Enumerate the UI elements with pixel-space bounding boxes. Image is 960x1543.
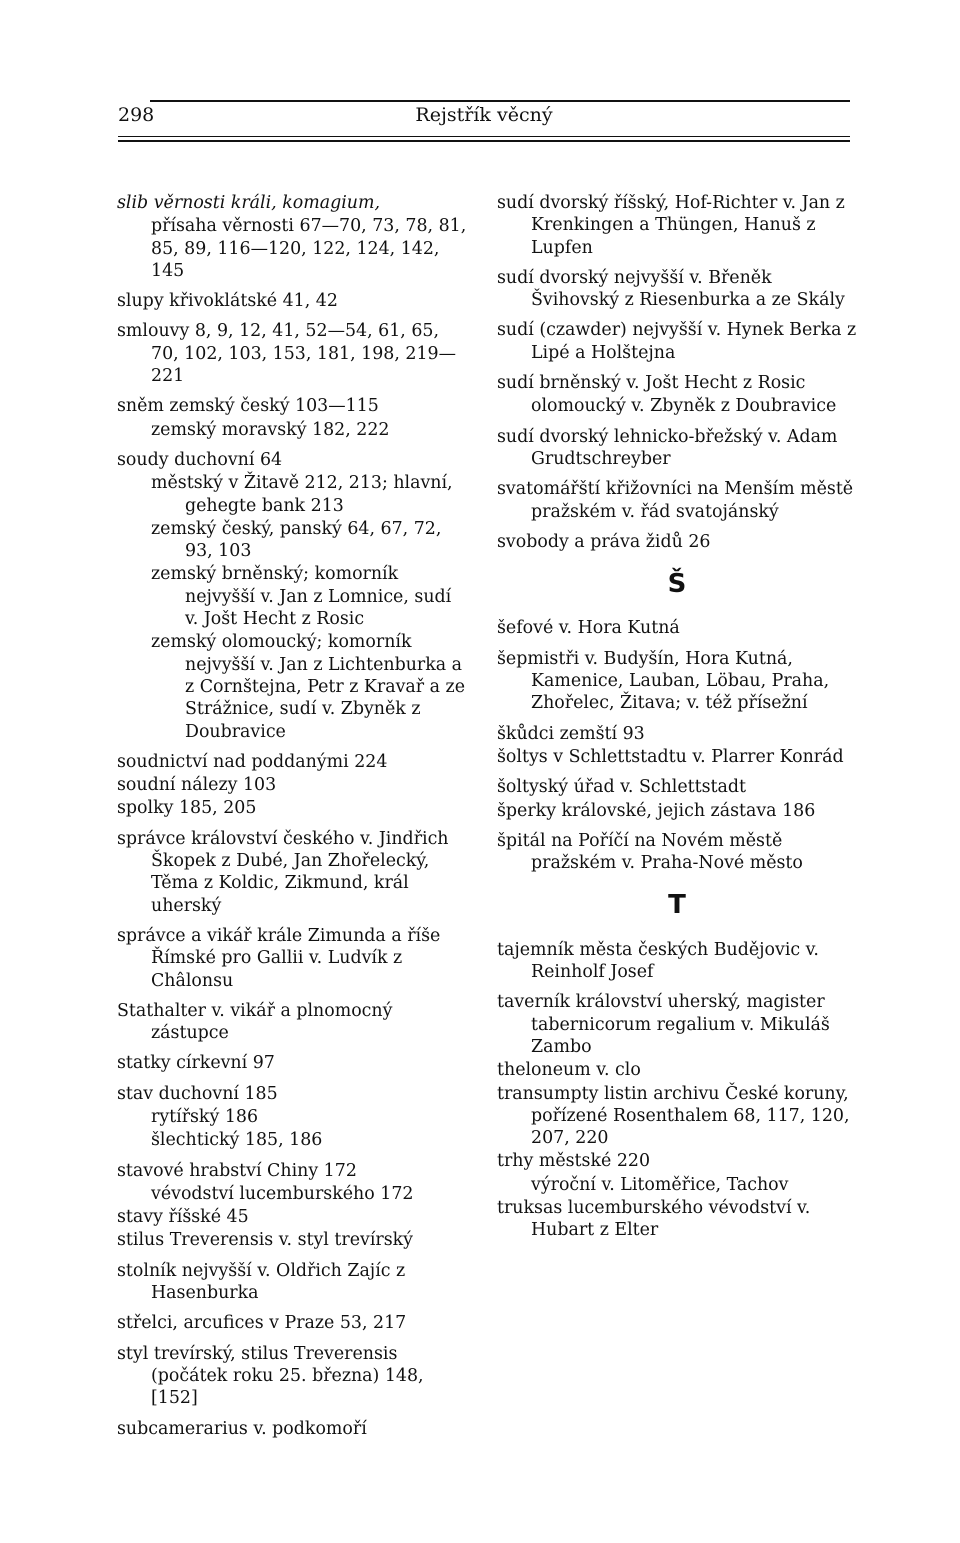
index-subentry: olomoucký v. Zbyněk z Doubravice [531, 396, 837, 417]
index-entry: sudí brněnský v. Jošt Hecht z Rosic [497, 373, 806, 394]
index-subentry: zemský brněnský; komorník nejvyšší v. Jan z Lomnice, sudí v. Jošt Hecht z Rosic [151, 564, 452, 630]
index-entry: šefové v. Hora Kutná [497, 618, 680, 639]
index-entry: statky církevní 97 [117, 1053, 275, 1074]
index-entry: stilus Treverensis v. styl trevírský [117, 1230, 413, 1251]
index-entry: soudní nálezy 103 [117, 775, 277, 796]
index-entry: stavy říšské 45 [117, 1207, 249, 1228]
index-entry: šepmistři v. Budyšín, Hora Kutná, Kamenice, Lauban, Löbau, Praha, Zhořelec, Žitava; v. též přísežní [497, 648, 830, 714]
index-subentry: šlechtický 185, 186 [151, 1130, 323, 1151]
section-letter-sh: Š [667, 569, 687, 600]
index-entry: slupy křivoklátské 41, 42 [117, 291, 338, 312]
index-entry: svatomářští křižovníci na Menším městě pražském v. řád svatojánský [497, 479, 854, 522]
index-column-right [497, 192, 857, 1250]
index-subentry: rytířský 186 [151, 1106, 259, 1127]
index-entry: smlouvy 8, 9, 12, 41, 52—54, 61, 65, 70, 102, 103, 153, 181, 198, 219—221 [117, 321, 457, 387]
index-entry: soudy duchovní 64 [117, 449, 283, 470]
index-entry: Stathalter v. vikář a plnomocný zástupce [117, 1000, 393, 1044]
index-entry: správce a vikář krále Zimunda a říše Římské pro Gallii v. Ludvík z Châlonsu [117, 925, 441, 991]
section-letter-t: T [668, 890, 686, 921]
index-subentry: městský v Žitavě 212, 213; hlavní, gehegte bank 213 [151, 473, 453, 516]
index-entry: šoltyský úřad v. Schlettstadt [497, 777, 747, 798]
index-entry: sudí dvorský nejvyšší v. Břeněk Švihovský z Riesenburka a ze Skály [497, 267, 845, 311]
running-title: Rejstřík věcný [415, 104, 553, 126]
index-entry: šoltys v Schlettstadtu v. Plarrer Konrád [497, 746, 844, 767]
index-entry: sudí (czawder) nejvyšší v. Hynek Berka z Lipé a Holštejna [497, 320, 857, 363]
index-entry: stolník nejvyšší v. Oldřich Zajíc z Hasenburka [117, 1260, 406, 1304]
index-entry: spolky 185, 205 [117, 798, 257, 819]
index-entry: tajemník města českých Budějovic v. Reinholf Josef [497, 939, 819, 983]
index-entry: soudnictví nad poddanými 224 [117, 751, 388, 772]
index-entry: sudí dvorský lehnicko-břežský v. Adam Grudtschreyber [497, 426, 838, 469]
index-entry: slib věrnosti králi, komagium, [117, 193, 380, 213]
index-subentry: zemský moravský 182, 222 [151, 419, 390, 440]
index-entry: transumpty listin archivu České koruny, pořízené Rosenthalem 68, 117, 120, 207, 220 [497, 1083, 850, 1149]
index-subentry: zemský český, panský 64, 67, 72, 93, 103 [151, 518, 442, 562]
index-subentry: zemský olomoucký; komorník nejvyšší v. Jan z Lichtenburka a z Cornštejna, Petr z Kravař a ze Strážnice, sudí v. Zbyněk z Doubravice [151, 632, 465, 742]
index-entry: truksas lucemburského vévodství v. Hubart z Elter [497, 1197, 811, 1241]
header-rule-thin [118, 136, 850, 137]
page-number: 298 [118, 104, 155, 126]
index-entry: šperky královské, jejich zástava 186 [497, 800, 816, 821]
header-rule-thick [118, 140, 850, 142]
index-entry: subcamerarius v. podkomoří [117, 1418, 367, 1439]
index-entry: stav duchovní 185 [117, 1083, 278, 1104]
index-subentry: vévodství lucemburského 172 [151, 1183, 414, 1204]
index-entry: stavové hrabství Chiny 172 [117, 1160, 357, 1181]
index-entry: špitál na Poříčí na Novém městě pražském v. Praha-Nové město [497, 830, 803, 874]
index-entry: taverník království uherský, magister tabernicorum regalium v. Mikuláš Zambo [497, 992, 830, 1057]
index-entry: škůdci zemští 93 [497, 723, 645, 744]
index-entry: správce království českého v. Jindřich Škopek z Dubé, Jan Zhořelecký, Těma z Koldic, Zikmund, král uherský [117, 828, 449, 916]
index-entry: střelci, arcufices v Praze 53, 217 [117, 1313, 407, 1334]
index-entry: sněm zemský český 103—115 [117, 396, 379, 417]
index-entry: theloneum v. clo [497, 1060, 641, 1081]
index-entry: styl trevírský, stilus Treverensis (počátek roku 25. března) 148, [152] [117, 1343, 424, 1409]
index-column-left [117, 192, 467, 1448]
index-entry: svobody a práva židů 26 [497, 531, 711, 552]
index-entry: sudí dvorský říšský, Hof-Richter v. Jan z Krenkingen a Thüngen, Hanuš z Lupfen [497, 193, 845, 258]
page-header [118, 100, 850, 134]
index-entry: přísaha věrnosti 67—70, 73, 78, 81, 85, 89, 116—120, 122, 124, 142, 145 [151, 216, 467, 281]
index-entry: trhy městské 220 [497, 1151, 651, 1172]
index-subentry: výroční v. Litoměřice, Tachov [531, 1174, 789, 1195]
